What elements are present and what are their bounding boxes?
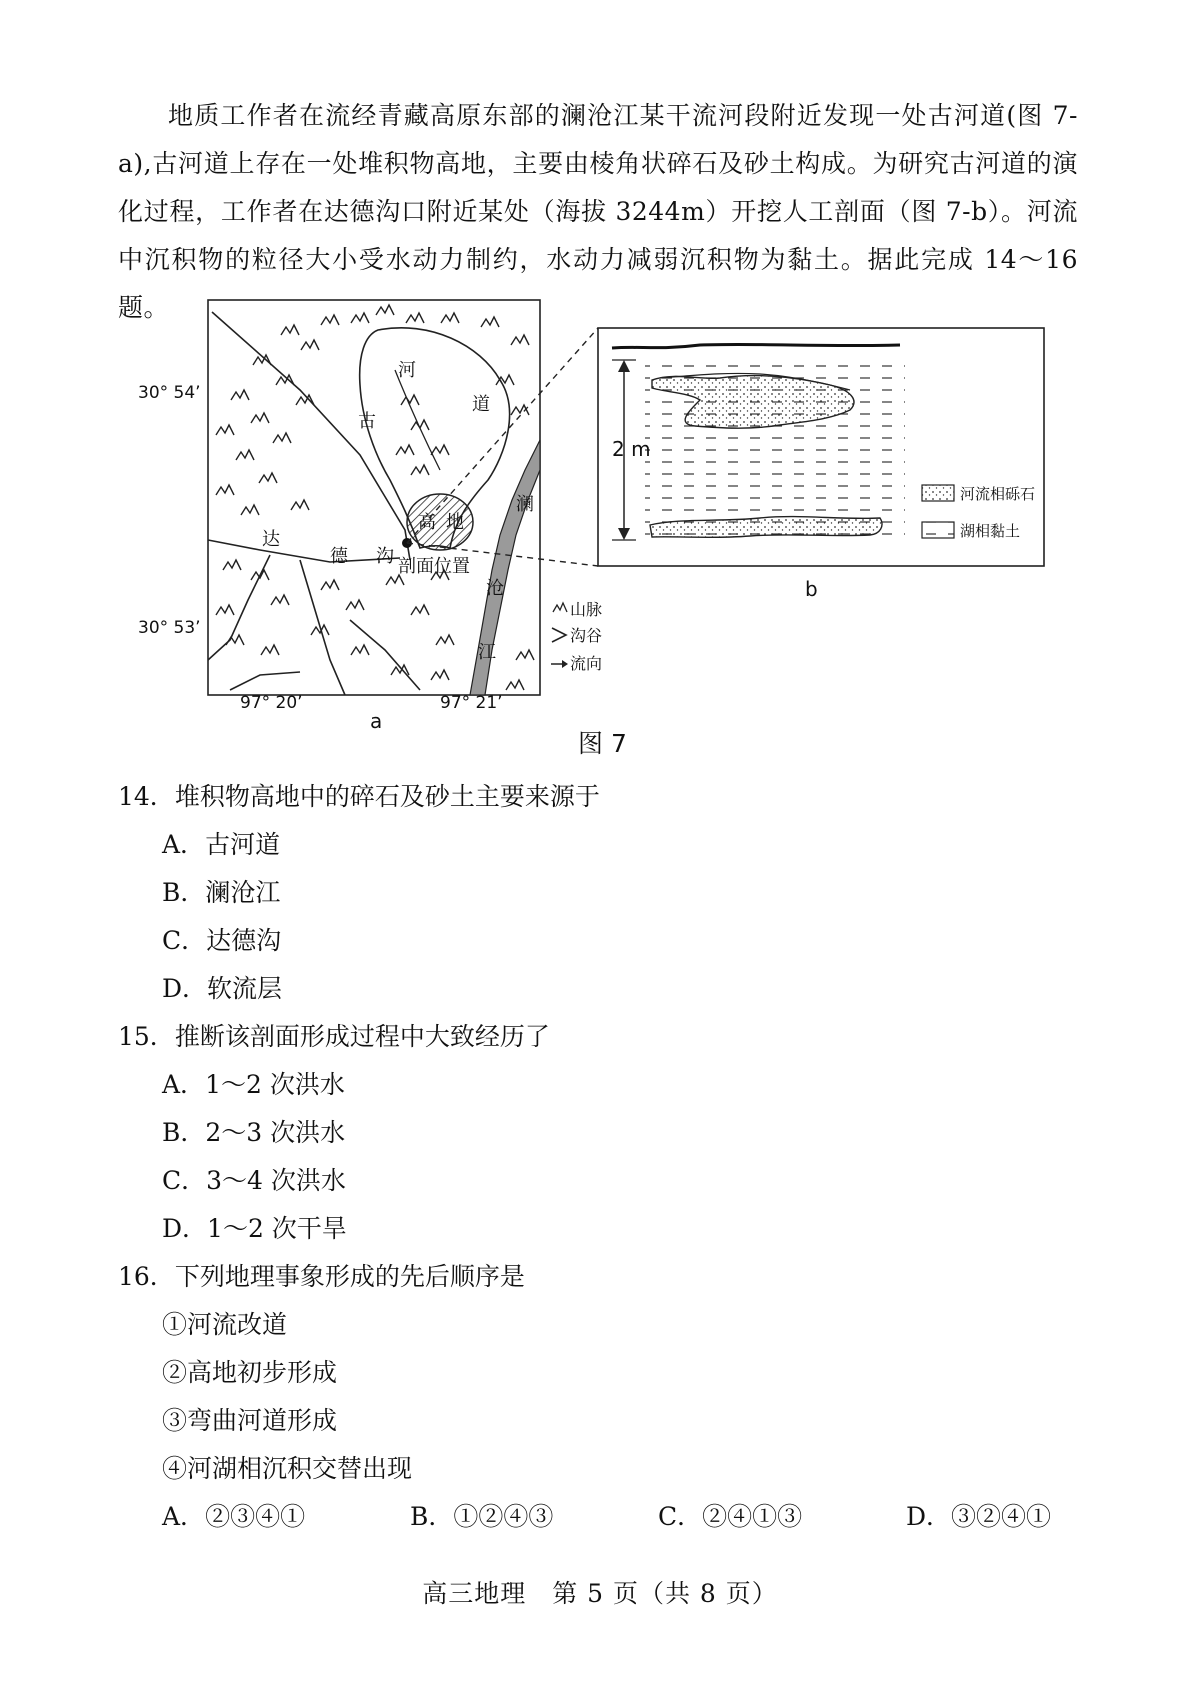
q14-option-d[interactable]	[162, 974, 282, 1004]
lon-right-label: 97° 21’	[440, 693, 503, 713]
option-text: 1～2 次干旱	[207, 1214, 347, 1243]
question-number: 14．	[118, 782, 175, 811]
option-letter: C．	[162, 926, 207, 955]
river-mark: 江	[478, 642, 496, 663]
option-text: 澜沧江	[205, 878, 281, 907]
legend-clay-swatch	[922, 522, 954, 538]
old-channel-char-2: 古	[358, 411, 376, 432]
profile-caption: b	[805, 577, 818, 601]
lancang-char-2: 沧	[486, 578, 504, 599]
legend-valley-label: 沟谷	[570, 626, 603, 645]
option-text: 2～3 次洪水	[205, 1118, 346, 1147]
option-letter: A．	[162, 1070, 206, 1099]
option-text: 软流层	[207, 974, 283, 1003]
legend-gravel-label: 河流相砾石	[960, 485, 1036, 503]
dade-char-1: 达	[262, 529, 280, 550]
option-text: 1～2 次洪水	[205, 1070, 345, 1099]
question-stem: 推断该剖面形成过程中大致经历了	[174, 1022, 550, 1051]
option-letter: D．	[906, 1502, 952, 1531]
option-letter: D．	[162, 1214, 208, 1243]
valley-legend-icon	[552, 628, 566, 642]
q14-option-c[interactable]	[162, 926, 281, 956]
legend-clay-label: 湖相黏土	[960, 522, 1021, 540]
lat-bottom-label: 30° 53’	[138, 618, 201, 638]
q16-item-4: ④河湖相沉积交替出现	[162, 1454, 413, 1483]
q16-option-c[interactable]	[658, 1502, 802, 1532]
option-text: 达德沟	[206, 926, 282, 955]
profile-b	[598, 328, 1044, 601]
option-letter: C．	[658, 1502, 703, 1531]
mountain-legend-icon	[553, 603, 567, 612]
figure-title: 图 7	[578, 729, 627, 758]
old-channel-char-1: 河	[398, 360, 416, 381]
lat-top-label: 30° 54’	[138, 383, 201, 403]
question-14	[118, 782, 600, 812]
q15-option-c[interactable]	[162, 1166, 346, 1196]
map-legend	[551, 600, 602, 673]
question-stem: 下列地理事象形成的先后顺序是	[174, 1262, 525, 1291]
map-caption: a	[370, 709, 383, 733]
q14-option-a[interactable]	[162, 830, 280, 860]
scale-label: 2 m	[612, 437, 651, 461]
q16-option-d[interactable]	[906, 1502, 1051, 1532]
lon-left-label: 97° 20’	[240, 693, 303, 713]
option-text: ②④①③	[702, 1502, 803, 1531]
question-number: 16．	[118, 1262, 175, 1291]
option-letter: D．	[162, 974, 208, 1003]
option-text: ①②④③	[453, 1502, 554, 1531]
q16-option-b[interactable]	[410, 1502, 553, 1532]
dade-char-3: 沟	[376, 546, 394, 567]
question-15	[118, 1022, 550, 1052]
option-text: 3～4 次洪水	[206, 1166, 346, 1195]
option-letter: A．	[162, 830, 206, 859]
option-letter: C．	[162, 1166, 207, 1195]
question-stem: 堆积物高地中的碎石及砂土主要来源于	[174, 782, 600, 811]
q16-item-1: ①河流改道	[162, 1310, 288, 1339]
legend-mountain-label: 山脉	[570, 600, 603, 619]
q16-item-3: ③弯曲河道形成	[162, 1406, 338, 1435]
old-channel-char-3: 道	[472, 394, 490, 415]
intro-text: 地质工作者在流经青藏高原东部的澜沧江某干流河段附近发现一处古河道(图 7-a),古河道上存在一处堆积物高地，主要由棱角状碎石及砂土构成。为研究古河道的演化过程，工作者在达德沟口附近某处（海拔 3244m）开挖人工剖面（图 7-b）。河流中沉积物的粒径大小受水动力制约，水动力减弱沉积物为黏土。据此完成 14～16 题。	[118, 101, 1078, 322]
profile-site-label: 剖面位置	[398, 556, 470, 577]
q16-option-a[interactable]	[162, 1502, 305, 1532]
legend-flow-label: 流向	[570, 654, 603, 673]
q15-option-d[interactable]	[162, 1214, 347, 1244]
q16-item-2: ②高地初步形成	[162, 1358, 338, 1387]
option-letter: B．	[162, 878, 206, 907]
lancang-char-1: 澜	[516, 494, 534, 515]
option-letter: A．	[162, 1502, 206, 1531]
page-footer: 高三地理 第 5 页（共 8 页）	[422, 1579, 778, 1608]
option-text: ③②④①	[951, 1502, 1052, 1531]
question-16	[118, 1262, 525, 1292]
highland-char-2: 地	[446, 512, 464, 533]
map-a	[138, 300, 602, 733]
legend-gravel-swatch	[922, 485, 954, 501]
flow-arrow-icon	[551, 660, 568, 668]
question-number: 15．	[118, 1022, 175, 1051]
option-text: 古河道	[205, 830, 281, 859]
option-letter: B．	[162, 1118, 206, 1147]
highland-char-1: 高	[418, 512, 436, 533]
q15-option-a[interactable]	[162, 1070, 345, 1100]
option-text: ②③④①	[205, 1502, 306, 1531]
option-letter: B．	[410, 1502, 454, 1531]
dade-char-2: 德	[330, 546, 348, 567]
figure-7	[0, 0, 1200, 780]
q15-option-b[interactable]	[162, 1118, 345, 1148]
q14-option-b[interactable]	[162, 878, 280, 908]
